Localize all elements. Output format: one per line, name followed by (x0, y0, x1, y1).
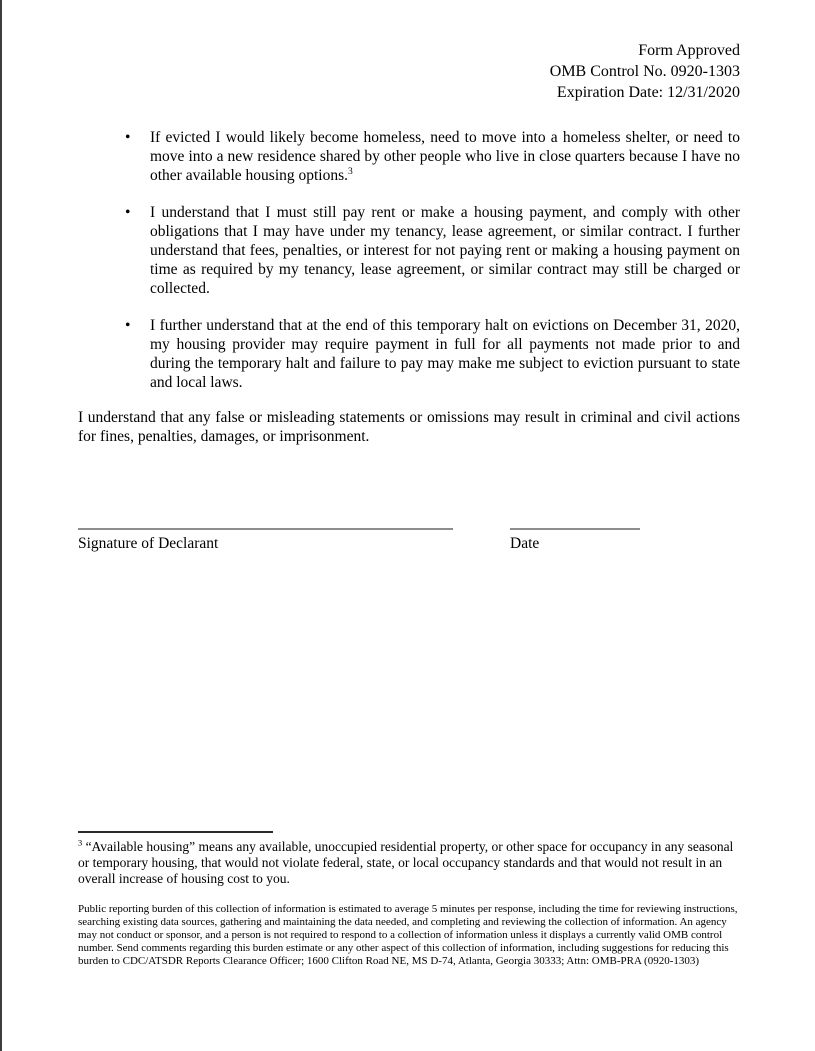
bullet-housing-options (78, 128, 740, 185)
bullet-rent-obligations (78, 203, 740, 298)
footnote-reference-3: 3 (348, 165, 353, 177)
expiration-date: Expiration Date: 12/31/2020 (556, 84, 740, 101)
bullet-text: I understand that I must still pay rent or make a housing payment, and comply with other obligations that I may have under my tenancy, lease agreement, or similar contract. I further understand that fees, penalties, or interest for not paying rent or making a housing payment on time as required by my tenancy, lease agreement, or similar contract may still be charged or collected. (150, 204, 740, 297)
omb-control-number: OMB Control No. 0920-1303 (549, 63, 740, 80)
bullet-temporary-halt-end (78, 316, 740, 392)
signature-label: Signature of Declarant (78, 535, 219, 552)
bullet-marker: • (125, 129, 131, 146)
bullet-marker: • (125, 317, 131, 334)
signature-field (78, 528, 453, 553)
signature-section (78, 528, 740, 553)
date-label: Date (510, 535, 540, 552)
date-line (510, 528, 640, 530)
footnote-marker-3: 3 (78, 838, 83, 848)
page-footer (78, 831, 740, 968)
form-approval-header (78, 40, 740, 103)
footnote-text: “Available housing” means any available, unoccupied residential property, or other space for occupancy in any seasonal or temporary housing, that would not violate federal, state, or local occupancy standards and that would not result in an overall increase of housing cost to you. (78, 839, 734, 886)
page-edge-line (0, 0, 2, 1051)
bullet-text: I further understand that at the end of this temporary halt on evictions on December 31, 2020, my housing provider may require payment in full for all payments not made prior to and during the temporary halt and failure to pay may make me subject to eviction pursuant to state and local laws. (150, 317, 740, 391)
footnote-available-housing (78, 839, 740, 887)
signature-line (78, 528, 453, 530)
declaration-bullet-list (78, 128, 740, 392)
date-field (510, 528, 640, 553)
omb-burden-statement: Public reporting burden of this collection of information is estimated to average 5 minutes per response, including the time for reviewing instructions, searching existing data sources, gathering and maintaining the data needed, and completing and reviewing the collection of information. An agency may not conduct or sponsor, and a person is not required to respond to a collection of information unless it displays a currently valid OMB control number. Send comments regarding this burden estimate or any other aspect of this collection of information, including suggestions for reducing this burden to CDC/ATSDR Reports Clearance Officer; 1600 Clifton Road NE, MS D-74, Atlanta, Georgia 30333; Attn: OMB-PRA (0920-1303) (78, 903, 738, 967)
form-approved-text: Form Approved (638, 42, 740, 59)
bullet-text: If evicted I would likely become homeless, need to move into a homeless shelter, or need to move into a new residence shared by other people who live in close quarters because I have no other available housing options. (150, 129, 740, 184)
footnote-separator-rule (78, 831, 273, 833)
bullet-marker: • (125, 204, 131, 221)
false-statements-paragraph: I understand that any false or misleading statements or omissions may result in criminal and civil actions for fines, penalties, damages, or imprisonment. (78, 409, 740, 445)
